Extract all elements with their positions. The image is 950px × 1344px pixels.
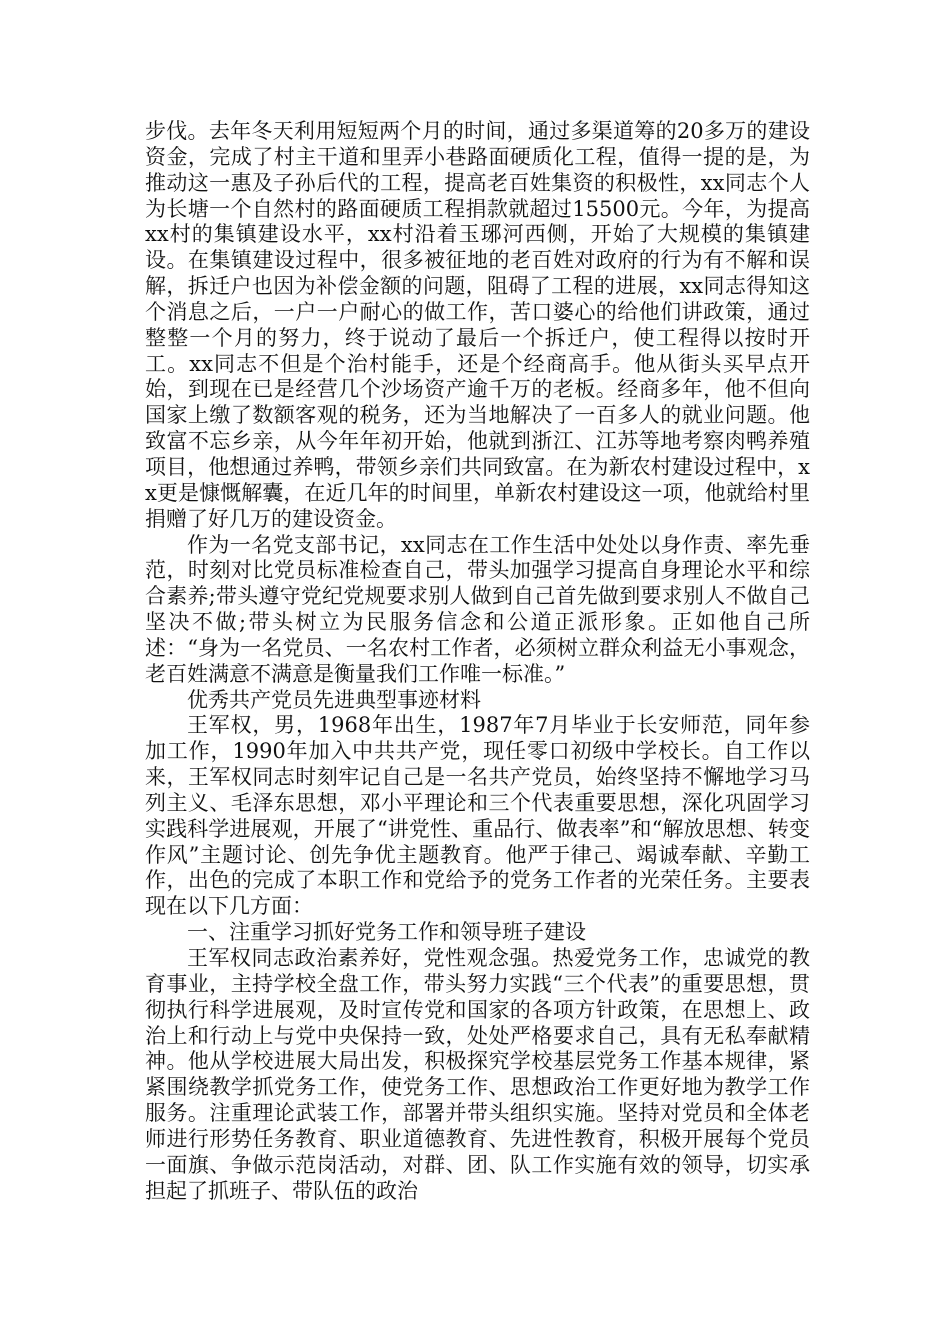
section-title: 优秀共产党员先进典型事迹材料 bbox=[187, 687, 481, 712]
section-heading-1: 一、注重学习抓好党务工作和领导班子建设 bbox=[187, 920, 586, 945]
paragraph-profile: 王军权，男，1968年出生，1987年7月毕业于长安师范，同年参加工作，1990年加入中共共产党，现任零口初级中学校长。自工作以来，王军权同志时刻牢记自己是一名共产党员，始终坚持不懈地学习马列主义、毛泽东思想，邓小平理论和三个代表重要思想，深化巩固学习实践科学进展观，开展了“讲党性、重品行、做表率”和“解放思想、转变作风”主题讨论、创先争优主题教育。他严于律己、竭诚奉献、辛勤工作，出色的完成了本职工作和党给予的党务工作者的光荣任务。主要表现在以下几方面： bbox=[145, 713, 810, 919]
paragraph-political-quality: 王军权同志政治素养好，党性观念强。热爱党务工作，忠诚党的教育事业，主持学校全盘工作，带头努力实践“三个代表”的重要思想，贯彻执行科学进展观，及时宣传党和国家的各项方针政策，在思想上、政治上和行动上与党中央保持一致，处处严格要求自己，具有无私奉献精神。他从学校进展大局出发，积极探究学校基层党务工作基本规律，紧紧围绕教学抓党务工作，使党务工作、思想政治工作更好地为教学工作服务。注重理论武装工作，部署并带头组织实施。坚持对党员和全体老师进行形势任务教育、职业道德教育、先进性教育，积极开展每个党员一面旗、争做示范岗活动，对群、团、队工作实施有效的领导，切实承担起了抓班子、带队伍的政治 bbox=[145, 946, 810, 1203]
paragraph-party-secretary: 作为一名党支部书记，xx同志在工作生活中处处以身作责、率先垂范，时刻对比党员标准检查自己，带头加强学习提高自身理论水平和综合素养;带头遵守党纪党规要求别人做到自己首先做到要求别人不做自己坚决不做;带头树立为民服务信念和公道正派形象。正如他自己所述：“身为一名党员、一名农村工作者，必须树立群众利益无小事观念，老百姓满意不满意是衡量我们工作唯一标准。” bbox=[145, 532, 810, 686]
paragraph-progress-summary: 步伐。去年冬天利用短短两个月的时间，通过多渠道筹的20多万的建设资金，完成了村主干道和里弄小巷路面硬质化工程，值得一提的是，为推动这一惠及子孙后代的工程，提高老百姓集资的积极性，xx同志个人为长塘一个自然村的路面硬质工程捐款就超过15500元。今年，为提高xx村的集镇建设水平，xx村沿着玉琊河西侧，开始了大规模的集镇建设。在集镇建设过程中，很多被征地的老百姓对政府的行为有不解和误解，拆迁户也因为补偿金额的问题，阻碍了工程的进展，xx同志得知这个消息之后，一户一户耐心的做工作，苦口婆心的给他们讲政策，通过整整一个月的努力，终于说动了最后一个拆迁户，使工程得以按时开工。xx同志不但是个治村能手，还是个经商高手。他从街头买早点开始，到现在已是经营几个沙场资产逾千万的老板。经商多年，他不但向国家上缴了数额客观的税务，还为当地解决了一百多人的就业问题。他致富不忘乡亲，从今年年初开始，他就到浙江、江苏等地考察肉鸭养殖项目，他想通过养鸭，带领乡亲们共同致富。在为新农村建设过程中，xx更是慷慨解囊，在近几年的时间里，单新农村建设这一项，他就给村里捐赠了好几万的建设资金。 bbox=[145, 119, 810, 531]
document-page bbox=[145, 119, 810, 1204]
